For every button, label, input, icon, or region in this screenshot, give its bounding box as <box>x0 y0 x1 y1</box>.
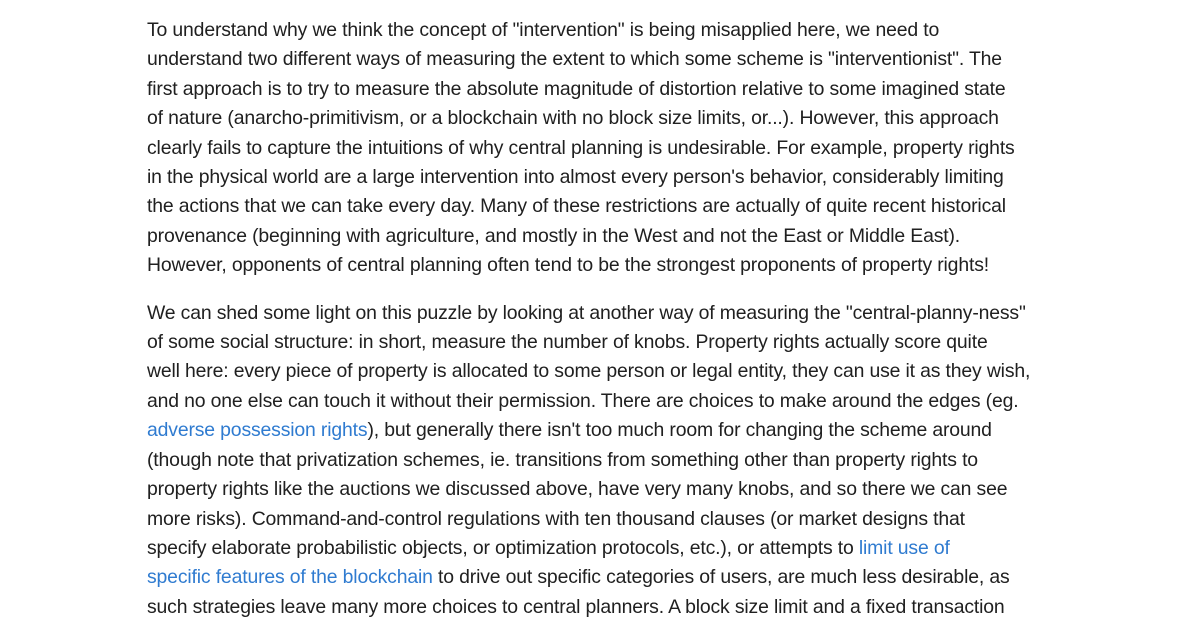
text-line: more risks). Command-and-control regulations with ten thousand clauses (or market designs that <box>147 507 965 530</box>
adverse-possession-rights-link[interactable]: adverse possession rights <box>147 419 368 442</box>
text-segment: to drive out specific categories of users, are much less desirable, as <box>432 566 1010 589</box>
text-line: and no one else can touch it without their permission. There are choices to make around the edges (eg. <box>147 389 1019 412</box>
text-line: in the physical world are a large intervention into almost every person's behavior, considerably limiting <box>147 166 1004 189</box>
text-line: of nature (anarcho-primitivism, or a blockchain with no block size limits, or...). However, this approach <box>147 107 999 130</box>
text-line <box>147 534 1067 563</box>
text-line: well here: every piece of property is allocated to some person or legal entity, they can use it as they wish, <box>147 360 1031 383</box>
text-line <box>147 416 1067 445</box>
paragraph-intervention <box>147 16 1067 281</box>
article-body <box>147 16 1067 622</box>
text-line: understand two different ways of measuring the extent to which some scheme is "interventionist". The <box>147 48 1002 71</box>
paragraph-knobs <box>147 299 1067 622</box>
text-line: clearly fails to capture the intuitions of why central planning is undesirable. For example, property rights <box>147 136 1015 159</box>
blockchain-features-link[interactable]: specific features of the blockchain <box>147 566 433 589</box>
text-segment: ), but generally there isn't too much room for changing the scheme around <box>367 419 992 442</box>
text-line: property rights like the auctions we discussed above, have very many knobs, and so there we can see <box>147 478 1008 501</box>
text-line: such strategies leave many more choices to central planners. A block size limit and a fixed transaction <box>147 595 1005 618</box>
text-line: However, opponents of central planning often tend to be the strongest proponents of property rights! <box>147 254 989 277</box>
text-line: of some social structure: in short, measure the number of knobs. Property rights actually score quite <box>147 331 988 354</box>
text-segment: specify elaborate probabilistic objects, or optimization protocols, etc.), or attempts to <box>147 536 859 559</box>
limit-use-link[interactable]: limit use of <box>858 536 950 559</box>
text-line: To understand why we think the concept of "intervention" is being misapplied here, we need to <box>147 19 940 41</box>
text-line: (though note that privatization schemes, ie. transitions from something other than property rights to <box>147 448 978 471</box>
text-line: the actions that we can take every day. Many of these restrictions are actually of quite recent historical <box>147 195 1006 218</box>
text-line <box>147 563 1067 592</box>
text-line: provenance (beginning with agriculture, and mostly in the West and not the East or Middle East). <box>147 224 961 247</box>
text-line: We can shed some light on this puzzle by looking at another way of measuring the "central-planny-ness" <box>147 301 1026 324</box>
text-line: first approach is to try to measure the absolute magnitude of distortion relative to some imagined state <box>147 77 1006 100</box>
